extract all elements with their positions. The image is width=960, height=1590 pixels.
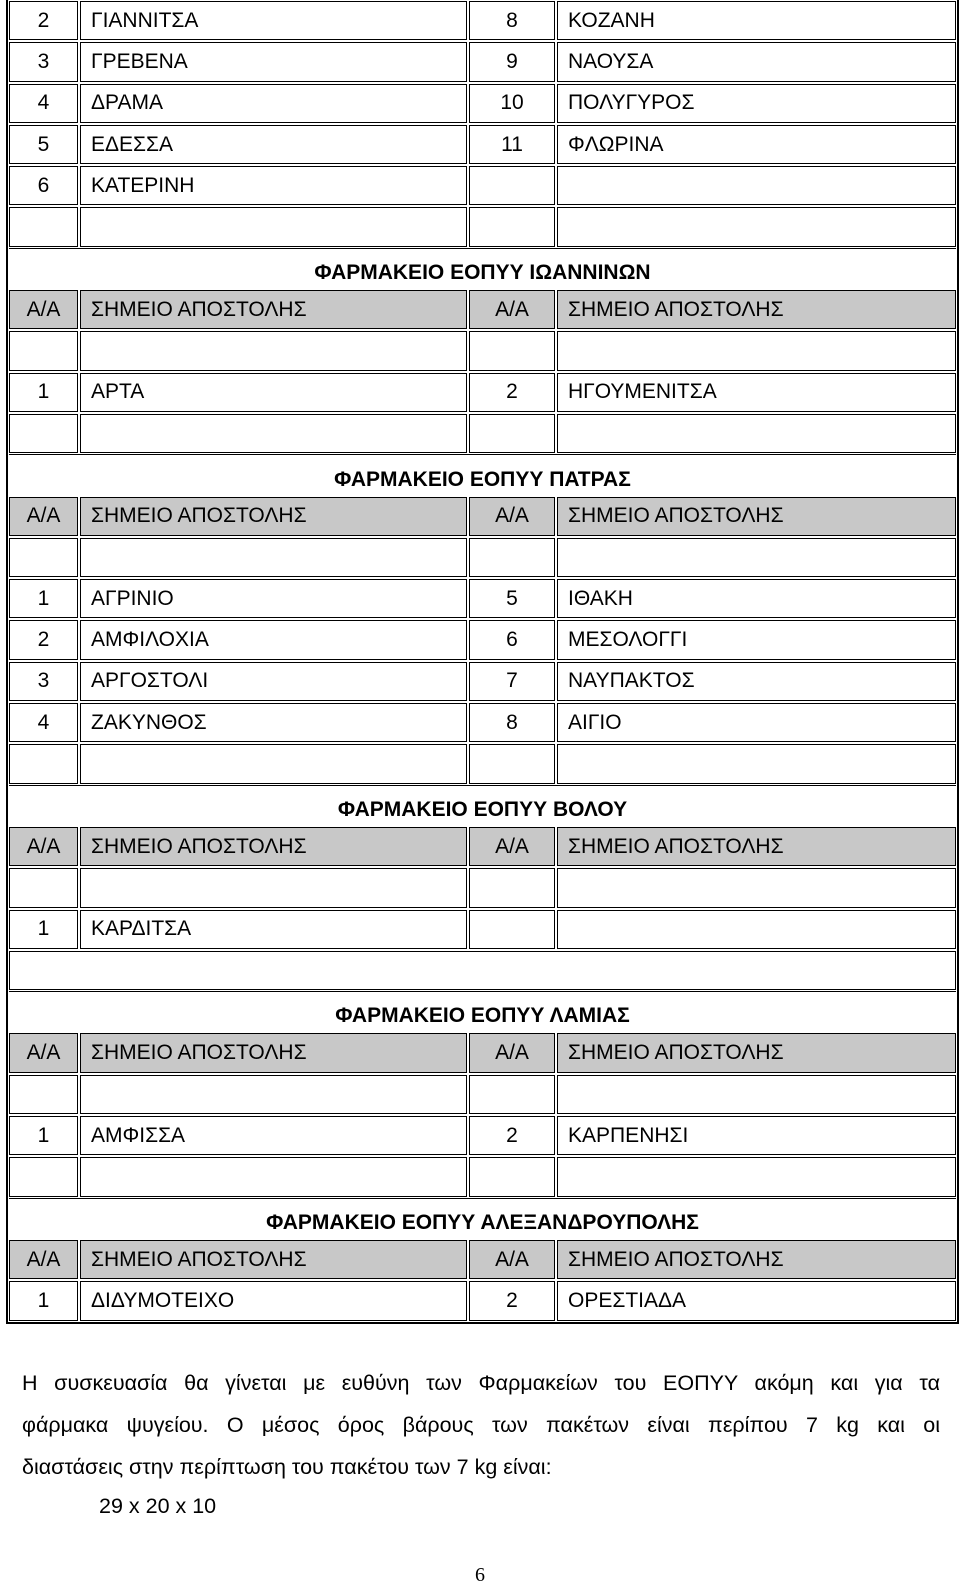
place-cell <box>557 166 956 205</box>
header-num: Α/Α <box>469 827 555 866</box>
num-cell: 1 <box>9 579 78 618</box>
section-title: ΦΑΡΜΑΚΕΙΟ ΕΟΠΥΥ ΠΑΤΡΑΣ <box>9 454 956 495</box>
header-place: ΣΗΜΕΙΟ ΑΠΟΣΤΟΛΗΣ <box>557 290 956 329</box>
place-cell: ΑΜΦΙΣΣΑ <box>80 1116 467 1155</box>
table-row <box>8 83 957 124</box>
page-number: 6 <box>475 1564 485 1586</box>
num-cell: 5 <box>469 579 555 618</box>
table-row <box>8 619 957 660</box>
header-place: ΣΗΜΕΙΟ ΑΠΟΣΤΟΛΗΣ <box>557 827 956 866</box>
place-cell: ΚΑΡΠΕΝΗΣΙ <box>557 1116 956 1155</box>
num-cell: 1 <box>9 910 78 949</box>
header-row <box>8 1032 957 1073</box>
header-place: ΣΗΜΕΙΟ ΑΠΟΣΤΟΛΗΣ <box>80 290 467 329</box>
num-cell <box>469 166 555 205</box>
place-cell: ΑΡΤΑ <box>80 373 467 412</box>
spacer-row <box>8 413 957 454</box>
paragraph-line: Η συσκευασία θα γίνεται με ευθύνη των Φαρμακείων του ΕΟΠΥΥ ακόμη και για τα <box>22 1371 940 1395</box>
place-cell: ΔΙΔΥΜΟΤΕΙΧΟ <box>80 1281 467 1320</box>
num-cell: 4 <box>9 84 78 123</box>
header-place: ΣΗΜΕΙΟ ΑΠΟΣΤΟΛΗΣ <box>80 827 467 866</box>
spacer-row <box>8 867 957 908</box>
num-cell: 11 <box>469 125 555 164</box>
spacer-row <box>8 1074 957 1115</box>
place-cell: ΟΡΕΣΤΙΑΔΑ <box>557 1281 956 1320</box>
place-cell: ΝΑΟΥΣΑ <box>557 42 956 81</box>
place-cell: ΔΡΑΜΑ <box>80 84 467 123</box>
place-cell <box>557 910 956 949</box>
place-cell: ΠΟΛΥΓΥΡΟΣ <box>557 84 956 123</box>
header-num: Α/Α <box>9 1033 78 1072</box>
table-row <box>8 909 957 950</box>
place-cell: ΖΑΚΥΝΘΟΣ <box>80 703 467 742</box>
num-cell: 1 <box>9 1116 78 1155</box>
place-cell: ΑΜΦΙΛΟΧΙΑ <box>80 620 467 659</box>
section-title: ΦΑΡΜΑΚΕΙΟ ΕΟΠΥΥ ΙΩΑΝΝΙΝΩΝ <box>9 248 956 289</box>
num-cell: 1 <box>9 1281 78 1320</box>
package-dimensions: 29 x 20 x 10 <box>99 1494 217 1518</box>
num-cell: 2 <box>469 373 555 412</box>
header-row <box>8 826 957 867</box>
num-cell: 8 <box>469 703 555 742</box>
num-cell: 5 <box>9 125 78 164</box>
num-cell: 2 <box>469 1281 555 1320</box>
table-row <box>8 1280 957 1321</box>
header-place: ΣΗΜΕΙΟ ΑΠΟΣΤΟΛΗΣ <box>80 1240 467 1279</box>
spacer-row <box>8 950 957 991</box>
section-title: ΦΑΡΜΑΚΕΙΟ ΕΟΠΥΥ ΛΑΜΙΑΣ <box>9 991 956 1032</box>
spacer-row <box>8 206 957 247</box>
table-row <box>8 1115 957 1156</box>
place-cell: ΗΓΟΥΜΕΝΙΤΣΑ <box>557 373 956 412</box>
num-cell: 7 <box>469 662 555 701</box>
header-place: ΣΗΜΕΙΟ ΑΠΟΣΤΟΛΗΣ <box>80 497 467 536</box>
num-cell <box>469 910 555 949</box>
header-row <box>8 496 957 537</box>
num-cell: 4 <box>9 703 78 742</box>
header-place: ΣΗΜΕΙΟ ΑΠΟΣΤΟΛΗΣ <box>557 1033 956 1072</box>
header-row <box>8 1239 957 1280</box>
place-cell: ΚΑΡΔΙΤΣΑ <box>80 910 467 949</box>
num-cell: 1 <box>9 373 78 412</box>
spacer-row <box>8 537 957 578</box>
place-cell: ΑΓΡΙΝΙΟ <box>80 579 467 618</box>
place-cell: ΙΘΑΚΗ <box>557 579 956 618</box>
table-row <box>8 702 957 743</box>
spacer-row <box>8 1156 957 1197</box>
table-row <box>8 0 957 41</box>
num-cell: 10 <box>469 84 555 123</box>
header-num: Α/Α <box>469 290 555 329</box>
num-cell: 6 <box>469 620 555 659</box>
num-cell: 2 <box>9 1 78 40</box>
header-place: ΣΗΜΕΙΟ ΑΠΟΣΤΟΛΗΣ <box>557 497 956 536</box>
num-cell: 2 <box>9 620 78 659</box>
num-cell: 3 <box>9 662 78 701</box>
num-cell: 3 <box>9 42 78 81</box>
table-row <box>8 661 957 702</box>
header-num: Α/Α <box>9 290 78 329</box>
spacer-row <box>8 330 957 371</box>
place-cell: ΑΙΓΙΟ <box>557 703 956 742</box>
header-num: Α/Α <box>9 827 78 866</box>
place-cell: ΝΑΥΠΑΚΤΟΣ <box>557 662 956 701</box>
spacer-row <box>8 743 957 784</box>
table-row <box>8 578 957 619</box>
paragraph-line: φάρμακα ψυγείου. Ο μέσος όρος βάρους των πακέτων είναι περίπου 7 kg και οι <box>22 1413 940 1437</box>
table-row <box>8 124 957 165</box>
section-title: ΦΑΡΜΑΚΕΙΟ ΕΟΠΥΥ ΑΛΕΞΑΝΔΡΟΥΠΟΛΗΣ <box>9 1198 956 1239</box>
place-cell: ΕΔΕΣΣΑ <box>80 125 467 164</box>
header-place: ΣΗΜΕΙΟ ΑΠΟΣΤΟΛΗΣ <box>80 1033 467 1072</box>
table-row <box>8 41 957 82</box>
header-place: ΣΗΜΕΙΟ ΑΠΟΣΤΟΛΗΣ <box>557 1240 956 1279</box>
distribution-table <box>6 0 959 1324</box>
header-num: Α/Α <box>9 1240 78 1279</box>
place-cell: ΜΕΣΟΛΟΓΓΙ <box>557 620 956 659</box>
header-num: Α/Α <box>469 1033 555 1072</box>
place-cell: ΚΟΖΑΝΗ <box>557 1 956 40</box>
header-num: Α/Α <box>469 497 555 536</box>
place-cell: ΓΙΑΝΝΙΤΣΑ <box>80 1 467 40</box>
table-row <box>8 372 957 413</box>
place-cell: ΦΛΩΡΙΝΑ <box>557 125 956 164</box>
header-row <box>8 289 957 330</box>
place-cell: ΚΑΤΕΡΙΝΗ <box>80 166 467 205</box>
place-cell: ΓΡΕΒΕΝΑ <box>80 42 467 81</box>
num-cell: 2 <box>469 1116 555 1155</box>
num-cell: 6 <box>9 166 78 205</box>
paragraph-line: διαστάσεις στην περίπτωση του πακέτου των 7 kg είναι: <box>22 1455 552 1479</box>
num-cell: 8 <box>469 1 555 40</box>
num-cell: 9 <box>469 42 555 81</box>
header-num: Α/Α <box>469 1240 555 1279</box>
header-num: Α/Α <box>9 497 78 536</box>
section-title: ΦΑΡΜΑΚΕΙΟ ΕΟΠΥΥ ΒΟΛΟΥ <box>9 785 956 826</box>
table-row <box>8 165 957 206</box>
place-cell: ΑΡΓΟΣΤΟΛΙ <box>80 662 467 701</box>
packaging-paragraph <box>22 1362 940 1488</box>
